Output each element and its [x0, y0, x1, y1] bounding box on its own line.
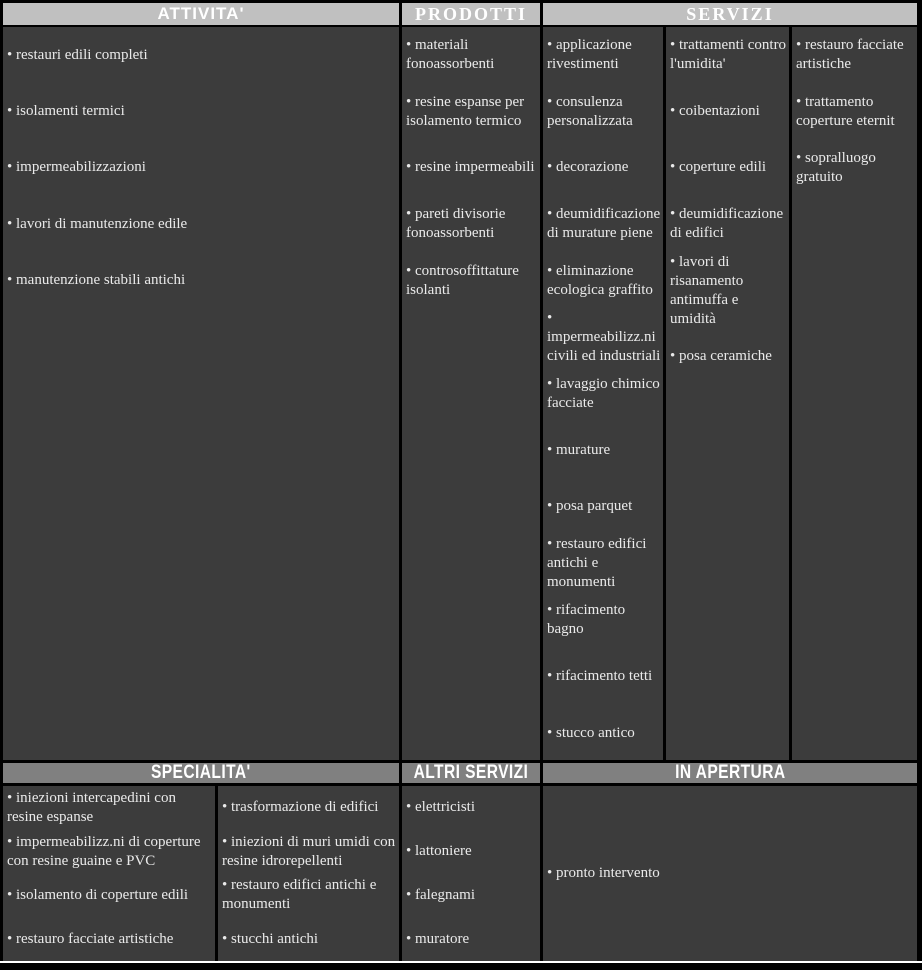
list-item-text: [3, 158, 148, 177]
item-label: restauro edifici antichi e monumenti: [222, 877, 377, 913]
item-label: lavori di manutenzione edile: [16, 215, 188, 232]
bullet-icon: •: [547, 536, 553, 553]
list-item: [543, 864, 917, 883]
list-item: [666, 27, 789, 83]
list-item-text: [543, 535, 663, 592]
list-item-text: [792, 93, 917, 131]
specialita-columns: [3, 786, 399, 961]
item-label: posa ceramiche: [679, 348, 772, 365]
header-altri-servizi: [402, 763, 540, 783]
bullet-icon: •: [547, 262, 553, 279]
item-label: manutenzione stabili antichi: [16, 272, 186, 289]
item-label: lavaggio chimico facciate: [547, 376, 660, 412]
bullet-icon: •: [547, 159, 553, 176]
list-item-text: [402, 930, 471, 949]
bullet-icon: •: [406, 159, 412, 176]
list-item: [3, 253, 399, 309]
bullet-icon: •: [7, 46, 13, 63]
item-label: eliminazione ecologica graffito: [547, 262, 653, 298]
item-label: impermeabilizz.ni civili ed industriali: [547, 328, 661, 364]
list-item-text: [543, 724, 637, 743]
item-label: murature: [556, 442, 611, 459]
item-label: materiali fonoassorbenti: [406, 37, 495, 73]
list-item-text: [402, 93, 540, 131]
bullet-icon: •: [406, 93, 412, 110]
bullet-icon: •: [547, 498, 553, 515]
list-item-text: [3, 46, 150, 65]
list-item-text: [543, 601, 663, 639]
list-item: [402, 140, 540, 196]
item-label: impermeabilizzazioni: [16, 159, 146, 176]
bullet-icon: •: [7, 886, 13, 903]
item-label: iniezioni intercapedini con resine espanse: [7, 789, 176, 825]
item-label: muratore: [415, 930, 470, 947]
item-label: consulenza personalizzata: [547, 93, 633, 129]
list-item-text: [543, 158, 630, 177]
attivita-list: [3, 27, 399, 760]
bullet-icon: •: [670, 159, 676, 176]
list-item: [402, 874, 540, 918]
list-item-text: [543, 262, 663, 300]
bottom-divider-line: [0, 961, 922, 963]
list-item-text: [792, 149, 917, 187]
bullet-icon: •: [406, 37, 412, 54]
body-band-1: [3, 27, 917, 760]
bullet-icon: •: [547, 206, 553, 223]
list-item: [543, 705, 663, 760]
header-altri-servizi-label: ALTRI SERVIZI: [413, 763, 529, 783]
list-item: [402, 27, 540, 83]
list-item: [543, 140, 663, 196]
list-item: [3, 874, 215, 918]
bullet-icon: •: [406, 886, 412, 903]
list-item: [3, 140, 399, 196]
list-item: [543, 479, 663, 535]
list-item-text: [543, 205, 663, 243]
bullet-icon: •: [796, 149, 802, 166]
item-label: deumidificazione di edifici: [670, 206, 784, 242]
item-label: controsoffittature isolanti: [406, 262, 519, 298]
bullet-icon: •: [7, 833, 13, 850]
list-item: [402, 786, 540, 830]
list-item: [543, 366, 663, 422]
prodotti-list: [402, 27, 540, 760]
item-label: trattamento coperture eternit: [796, 93, 895, 129]
bullet-icon: •: [547, 309, 553, 326]
item-label: stucco antico: [556, 724, 635, 741]
servizi-column-1: [543, 27, 663, 760]
item-label: coperture edili: [679, 159, 767, 176]
item-label: iniezioni di muri umidi con resine idrorepellenti: [222, 833, 396, 869]
list-item-text: [3, 271, 187, 290]
list-item-text: [218, 833, 399, 871]
list-item-text: [543, 375, 663, 413]
list-item-text: [402, 798, 477, 817]
header-servizi: [543, 3, 917, 25]
list-item-text: [402, 842, 474, 861]
list-item-text: [666, 253, 789, 329]
list-item-text: [402, 158, 537, 177]
list-item-text: [543, 309, 663, 366]
item-label: trasformazione di edifici: [231, 799, 379, 816]
item-label: deumidificazione di murature piene: [547, 206, 661, 242]
bullet-icon: •: [547, 93, 553, 110]
item-label: impermeabilizz.ni di coperture con resine guaine e PVC: [7, 833, 201, 869]
header-servizi-label: SERVIZI: [686, 3, 774, 24]
bullet-icon: •: [7, 272, 13, 289]
list-item: [543, 535, 663, 592]
bullet-icon: •: [670, 206, 676, 223]
list-item: [543, 592, 663, 648]
item-label: falegnami: [415, 886, 475, 903]
list-item-text: [3, 886, 190, 905]
servizi-column-3: [792, 27, 917, 760]
bullet-icon: •: [406, 799, 412, 816]
list-item: [3, 196, 399, 252]
item-label: lattoniere: [415, 843, 472, 860]
list-item: [543, 83, 663, 139]
list-item-text: [543, 667, 654, 686]
list-item-text: [402, 886, 477, 905]
bullet-icon: •: [7, 930, 13, 947]
list-item: [3, 917, 215, 961]
bullet-icon: •: [547, 865, 553, 881]
list-item-text: [3, 215, 189, 234]
item-label: coibentazioni: [679, 103, 760, 120]
list-item-text: [3, 102, 127, 121]
header-band-1: [3, 3, 917, 25]
bullet-icon: •: [222, 833, 228, 850]
header-band-2: [3, 763, 917, 783]
list-item-text: [402, 262, 540, 300]
item-label: rifacimento tetti: [556, 668, 653, 685]
bullet-icon: •: [7, 103, 13, 120]
item-label: restauri edili completi: [16, 46, 148, 63]
list-item: [402, 917, 540, 961]
list-item: [666, 83, 789, 139]
list-item: [543, 196, 663, 252]
header-prodotti: [402, 3, 540, 25]
bullet-icon: •: [222, 799, 228, 816]
bullet-icon: •: [222, 877, 228, 894]
body-band-2: [3, 786, 917, 961]
list-item-text: [666, 102, 762, 121]
list-item-text: [3, 833, 215, 871]
list-item: [3, 83, 399, 139]
bullet-icon: •: [7, 159, 13, 176]
list-item: [3, 786, 215, 830]
list-item: [792, 27, 917, 83]
header-in-apertura-label: IN APERTURA: [674, 763, 786, 783]
bullet-icon: •: [547, 376, 553, 393]
item-label: resine espanse per isolamento termico: [406, 93, 525, 129]
servizi-columns: [543, 27, 917, 760]
list-item: [666, 140, 789, 196]
list-item-text: [218, 798, 380, 817]
list-item-text: [792, 36, 917, 74]
specialita-column-2: [218, 786, 399, 961]
item-label: applicazione rivestimenti: [547, 37, 632, 73]
bullet-icon: •: [406, 843, 412, 860]
list-item: [402, 83, 540, 139]
list-item: [218, 786, 399, 830]
item-label: trattamenti contro l'umidita': [670, 37, 787, 73]
specialita-column-1: [3, 786, 215, 961]
list-item-text: [666, 205, 789, 243]
bullet-icon: •: [670, 37, 676, 54]
item-label: sopralluogo gratuito: [796, 149, 876, 185]
list-item: [543, 309, 663, 366]
item-label: elettricisti: [415, 799, 475, 816]
bullet-icon: •: [547, 442, 553, 459]
item-label: decorazione: [556, 159, 629, 176]
list-item: [666, 196, 789, 252]
item-label: restauro edifici antichi e monumenti: [547, 536, 647, 591]
item-label: stucchi antichi: [231, 930, 319, 947]
item-label: pareti divisorie fonoassorbenti: [406, 206, 506, 242]
list-item-text: [218, 930, 320, 949]
header-prodotti-label: PRODOTTI: [414, 3, 527, 24]
list-item-text: [666, 158, 768, 177]
bullet-icon: •: [406, 262, 412, 279]
item-label: rifacimento bagno: [547, 602, 626, 638]
list-item: [402, 196, 540, 252]
list-item-text: [543, 441, 612, 460]
bullet-icon: •: [406, 930, 412, 947]
list-item: [3, 27, 399, 83]
header-attivita: [3, 3, 399, 25]
list-item: [402, 830, 540, 874]
servizi-column-2: [666, 27, 789, 760]
item-label: isolamenti termici: [16, 103, 125, 120]
list-item: [666, 253, 789, 329]
item-label: pronto intervento: [556, 865, 660, 881]
header-specialita-label: SPECIALITA': [151, 763, 251, 783]
bullet-icon: •: [670, 348, 676, 365]
item-label: restauro facciate artistiche: [16, 930, 174, 947]
list-item: [792, 83, 917, 139]
list-item: [666, 329, 789, 385]
item-label: posa parquet: [556, 498, 633, 515]
header-specialita: [3, 763, 399, 783]
list-item-text: [3, 930, 175, 949]
bullet-icon: •: [796, 93, 802, 110]
bullet-icon: •: [670, 253, 676, 270]
item-label: isolamento di coperture edili: [16, 886, 189, 903]
list-item: [543, 649, 663, 705]
list-item: [402, 253, 540, 309]
item-label: restauro facciate artistiche: [796, 37, 904, 73]
bullet-icon: •: [547, 602, 553, 619]
list-item: [218, 874, 399, 918]
list-item-text: [543, 93, 663, 131]
list-item: [543, 422, 663, 478]
bullet-icon: •: [796, 37, 802, 54]
list-item-text: [402, 36, 540, 74]
item-label: lavori di risanamento antimuffa e umidità: [670, 253, 744, 327]
list-item: [218, 917, 399, 961]
header-in-apertura: [543, 763, 917, 783]
item-label: resine impermeabili: [415, 159, 535, 176]
bullet-icon: •: [547, 668, 553, 685]
bullet-icon: •: [406, 206, 412, 223]
list-item-text: [543, 497, 634, 516]
header-attivita-label: ATTIVITA': [157, 4, 245, 23]
bullet-icon: •: [222, 930, 228, 947]
bullet-icon: •: [547, 724, 553, 741]
bullet-icon: •: [547, 37, 553, 54]
bullet-icon: •: [7, 215, 13, 232]
list-item: [3, 830, 215, 874]
list-item-text: [3, 789, 215, 827]
list-item-text: [218, 876, 399, 914]
list-item-text: [666, 36, 789, 74]
in-apertura-list: [543, 786, 917, 961]
list-item: [543, 27, 663, 83]
list-item: [792, 140, 917, 196]
list-item: [218, 830, 399, 874]
list-item-text: [543, 864, 662, 883]
bullet-icon: •: [670, 103, 676, 120]
bullet-icon: •: [7, 789, 13, 806]
list-item-text: [402, 205, 540, 243]
list-item-text: [666, 347, 774, 366]
altri-servizi-list: [402, 786, 540, 961]
list-item: [543, 253, 663, 309]
list-item-text: [543, 36, 663, 74]
